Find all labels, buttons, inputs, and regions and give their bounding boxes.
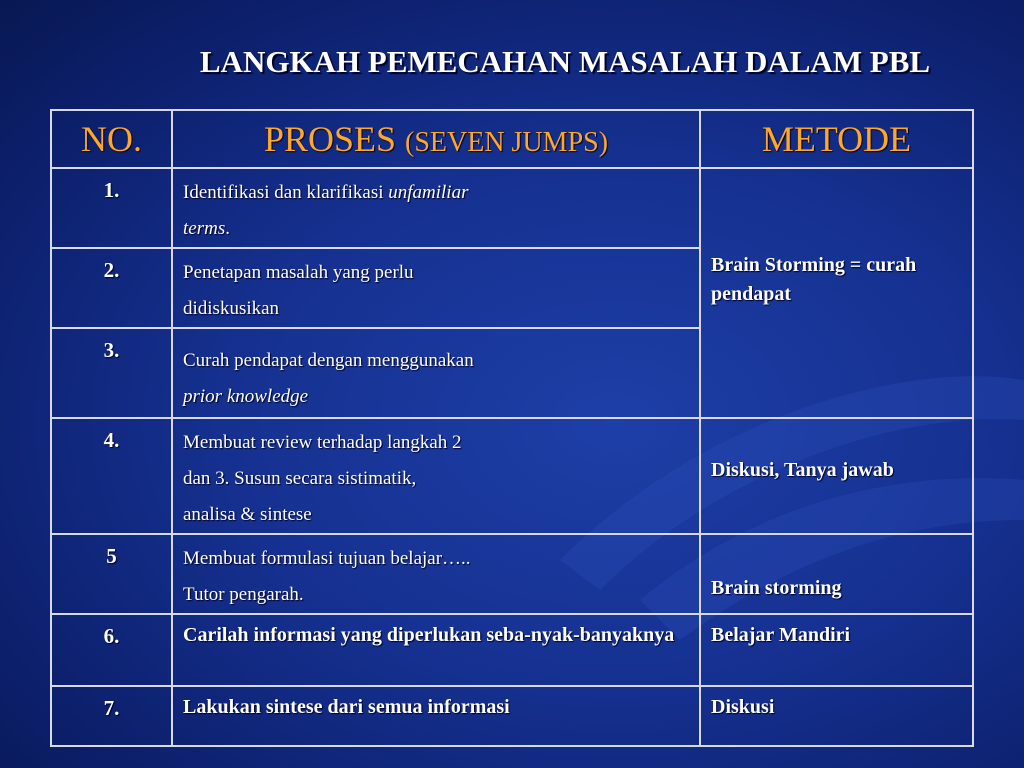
process-text: Membuat review terhadap langkah 2 — [183, 432, 462, 453]
method-text: Brain Storming = curah pendapat — [711, 254, 917, 305]
process-text: Tutor pengarah. — [183, 584, 304, 605]
header-proses-sub: (SEVEN JUMPS) — [405, 127, 609, 158]
process-cell — [172, 168, 700, 248]
row-number: 3. — [51, 328, 172, 418]
process-cell — [172, 328, 700, 418]
process-text: Identifikasi dan klarifikasi — [183, 182, 389, 203]
method-cell — [700, 168, 973, 418]
table-row — [51, 614, 973, 686]
process-cell: Lakukan sintese dari semua informasi — [172, 686, 700, 746]
row-number: 1. — [51, 168, 172, 248]
table-row — [51, 686, 973, 746]
row-number: 2. — [51, 248, 172, 328]
process-text: . — [225, 218, 230, 239]
process-text: Curah pendapat dengan menggunakan — [183, 350, 474, 371]
method-text: Belajar Mandiri — [711, 624, 851, 646]
table-header-row — [51, 110, 973, 168]
row-number: 4. — [51, 418, 172, 534]
seven-jumps-table — [50, 109, 974, 747]
header-no: NO. — [51, 110, 172, 168]
table-row — [51, 418, 973, 534]
process-text-italic: prior knowledge — [183, 386, 309, 407]
slide-title: LANGKAH PEMECAHAN MASALAH DALAM PBL — [199, 44, 931, 79]
method-cell — [700, 686, 973, 746]
table-row — [51, 168, 973, 248]
process-cell — [172, 248, 700, 328]
row-number: 7. — [51, 686, 172, 746]
row-number: 5 — [51, 534, 172, 614]
process-text: didiskusikan — [183, 298, 280, 319]
method-text: Brain storming — [711, 577, 842, 599]
method-text: Diskusi, Tanya jawab — [711, 459, 894, 481]
header-proses — [172, 110, 700, 168]
table-row — [51, 534, 973, 614]
process-text-italic: terms — [183, 218, 226, 239]
process-text: Penetapan masalah yang perlu — [183, 262, 414, 283]
process-text-italic: unfamiliar — [388, 182, 469, 203]
process-cell — [172, 534, 700, 614]
method-cell — [700, 534, 973, 614]
process-cell: Carilah informasi yang diperlukan seba-nyak-banyaknya — [172, 614, 700, 686]
process-text: dan 3. Susun secara sistimatik, — [183, 468, 417, 489]
method-text: Diskusi — [711, 696, 775, 718]
process-text: Membuat formulasi tujuan belajar….. — [183, 548, 471, 569]
method-cell — [700, 418, 973, 534]
method-cell — [700, 614, 973, 686]
process-cell — [172, 418, 700, 534]
header-metode: METODE — [700, 110, 973, 168]
header-proses-main: PROSES — [263, 119, 406, 159]
process-text: analisa & sintese — [183, 504, 312, 525]
row-number: 6. — [51, 614, 172, 686]
